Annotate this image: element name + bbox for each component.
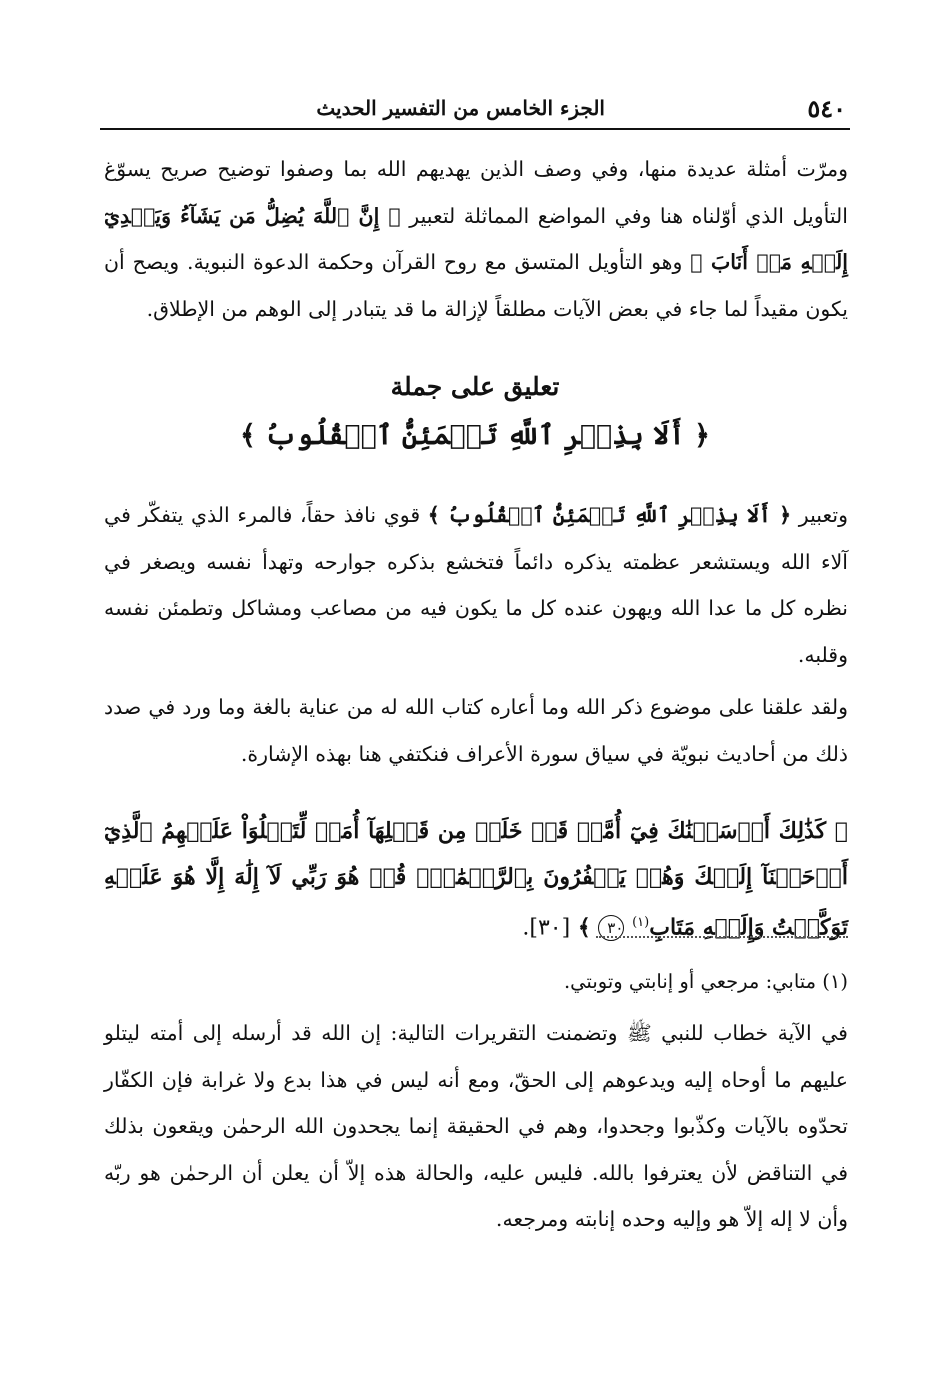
paragraph-1 [104, 146, 848, 332]
paragraph-2-text-a: وتعبير [798, 503, 848, 527]
section-verse: ﴿ أَلَا بِذِكۡرِ ٱللَّهِ تَطۡمَئِنُّ ٱلۡقُلُوبُ ﴾ [239, 420, 711, 451]
page-header [100, 94, 850, 130]
footnote-ref: (١) [632, 915, 650, 930]
quran-quote: ﴿ إِنَّ ٱللَّهَ يُضِلُّ مَن يَشَآءُ وَيَهۡدِيٓ إِلَيۡهِ مَنۡ أَنَابَ ﴾ [104, 203, 848, 274]
paragraph-4: في الآية خطاب للنبي ﷺ وتضمنت التقريرات التالية: إن الله قد أرسله إلى أمته ليتلو عليهم ما أوحاه إليه ويدعوهم إلى الحقّ، ومع أنه ليس في هذا بدع ولا غرابة فإن الكفّار تحدّوه بالآيات وكذّبوا وجحدوا، وهم في الحقيقة إنما يجحدون الله الرحمٰن ويقعون بذلك في التناقض لأن يعترفوا بالله. فليس عليه، والحالة هذه إلاّ أن يعلن أن الرحمٰن هو ربّه وأن لا إله إلاّ هو وإليه وحده إنابته ومرجعه. [104, 1021, 848, 1231]
footnote-separator [596, 936, 848, 938]
page-number: ٥٤٠ [807, 94, 846, 123]
quran-quote: ﴿ أَلَا بِذِكۡرِ ٱللَّهِ تَطۡمَئِنُّ ٱلۡقُلُوبُ ﴾ [427, 503, 792, 527]
verse-closing-bracket: ﴾ [577, 914, 591, 941]
main-verse [104, 808, 848, 951]
verse-index: [٣٠]. [522, 915, 571, 941]
section-title: تعليق على جملة [390, 372, 560, 401]
main-verse-text: ﴿ كَذَٰلِكَ أَرۡسَلۡنَٰكَ فِيٓ أُمَّةٖ قَدۡ خَلَتۡ مِن قَبۡلِهَآ أُمَمٞ لِّتَتۡلُوَاْ عَلَيۡهِمُ ٱلَّذِيٓ أَوۡحَيۡنَآ إِلَيۡكَ وَهُمۡ يَكۡفُرُونَ بِٱلرَّحۡمَٰنِۚ قُلۡ هُوَ رَبِّي لَآ إِلَٰهَ إِلَّا هُوَ عَلَيۡهِ تَوَكَّلۡتُ وَإِلَيۡهِ مَتَابِ [104, 818, 848, 941]
footnote: (١) متابي: مرجعي أو إنابتي وتوبتي. [563, 970, 848, 993]
ayah-number-mark: ٣٠ [598, 915, 624, 941]
paragraph-3: ولقد علقنا على موضوع ذكر الله وما أعاره كتاب الله له من عناية بالغة وما ورد في صدد ذلك من أحاديث نبويّة في سياق سورة الأعراف فنكتفي هنا بهذه الإشارة. [104, 695, 848, 766]
paragraph-1-text-b: وهو التأويل المتسق مع روح القرآن وحكمة الدعوة النبوية. ويصح أن يكون مقيداً لما جاء في بعض الآيات مطلقاً لإزالة ما قد يتبادر إلى الوهم من الإطلاق. [104, 250, 848, 321]
paragraph-2 [104, 492, 848, 678]
paragraph-2-text-b: قوي نافذ حقاً، فالمرء الذي يتفكّر في آلاء الله ويستشعر عظمته يذكره دائماً فتخشع بذكره جوارحه وتهدأ نفسه ويصغر في نظره كل ما عدا الله ويهون عنده كل ما يكون فيه من مصاعب ومشاكل وتطمئن نفسه وقلبه. [104, 503, 848, 667]
running-title: الجزء الخامس من التفسير الحديث [316, 96, 605, 120]
paragraph-1-text-a: ومرّت أمثلة عديدة منها، وفي وصف الذين يهديهم الله بما وصفوا توضيح صريح يسوّغ التأويل الذي أوّلناه هنا وفي المواضع المماثلة لتعبير [104, 157, 848, 228]
